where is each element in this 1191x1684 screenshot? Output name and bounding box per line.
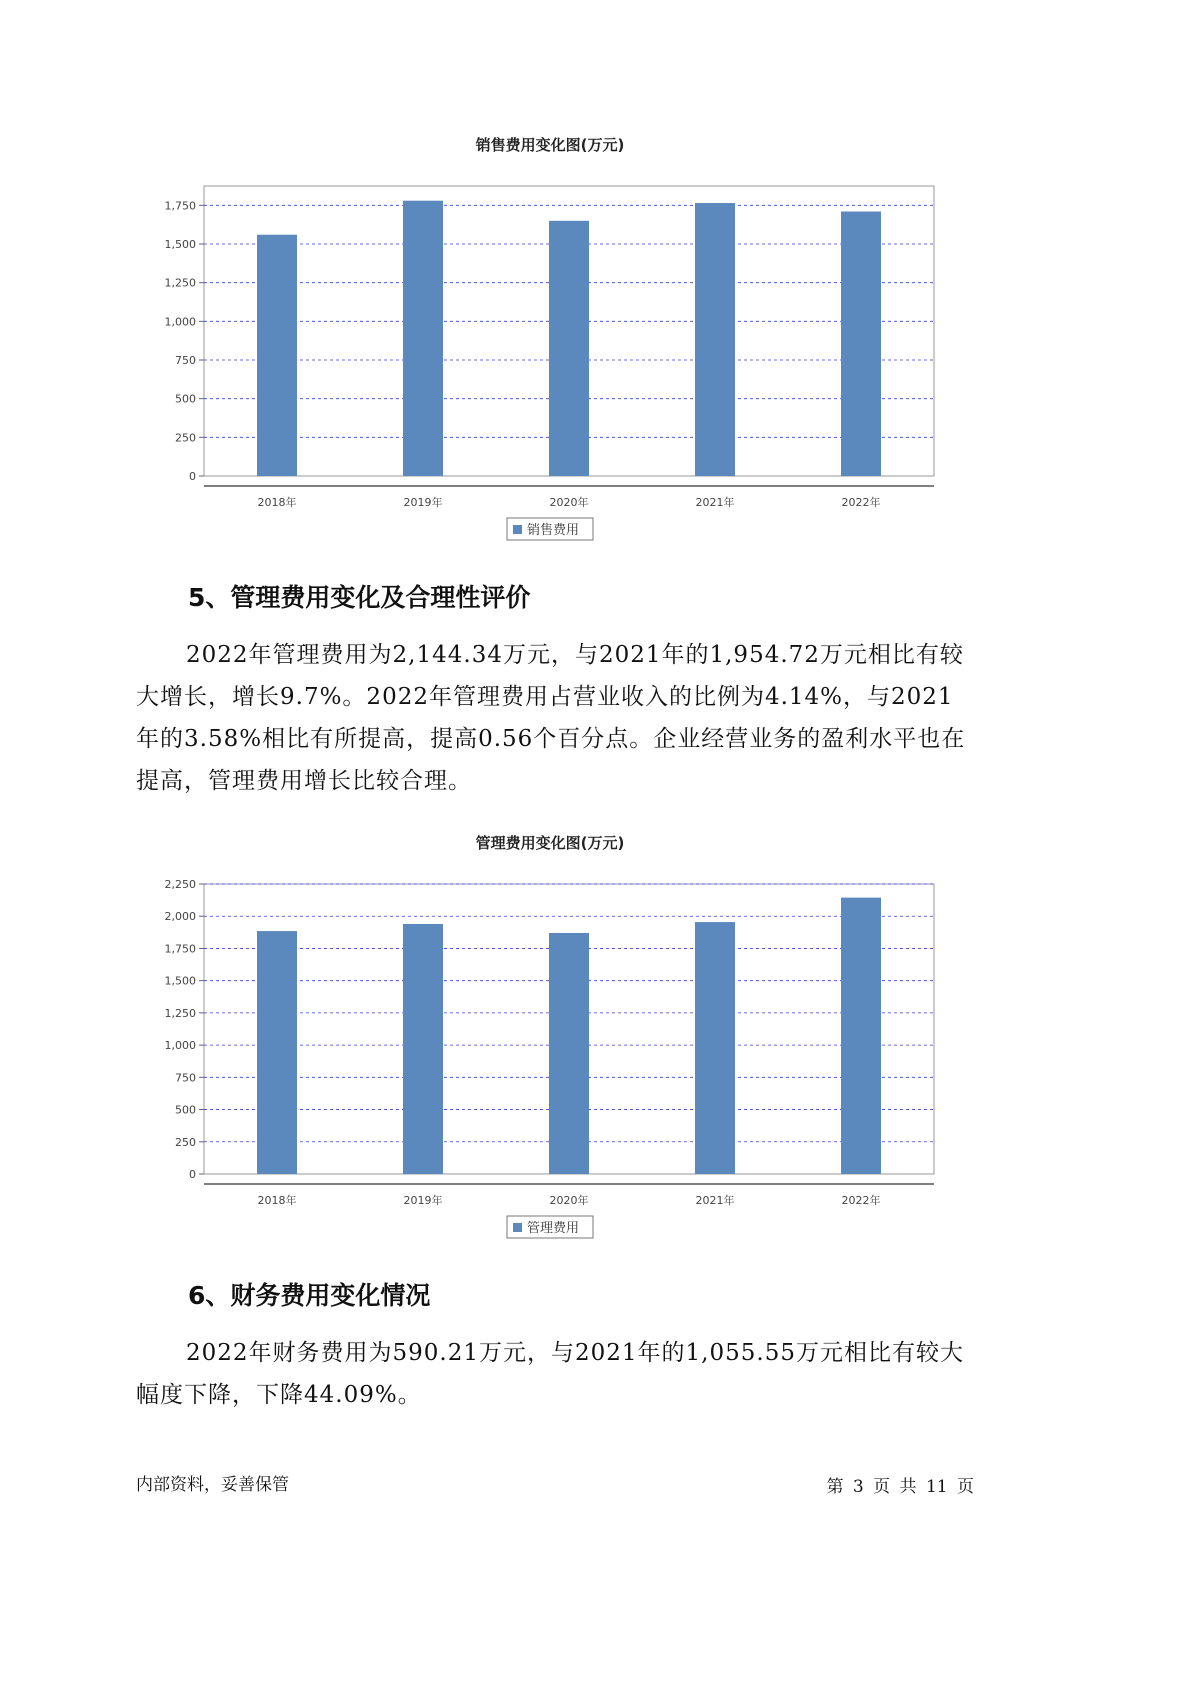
y-tick-label: 1,500 [164, 238, 196, 251]
section-6-paragraph [136, 1332, 976, 1416]
x-tick-label: 2022年 [841, 1194, 881, 1207]
y-tick-label: 750 [175, 1071, 196, 1085]
bar-1 [257, 931, 297, 1174]
section-5-heading: 5、管理费用变化及合理性评价 [188, 583, 531, 612]
y-tick-label: 1,750 [164, 199, 196, 213]
section-5-paragraph [136, 634, 976, 802]
bar-2 [403, 924, 443, 1174]
legend-label: 管理费用 [527, 1221, 580, 1236]
bar-5 [841, 898, 881, 1174]
y-tick-label: 1,000 [164, 315, 196, 329]
y-tick-label: 1,250 [164, 1006, 196, 1020]
chart-title: 管理费用变化图(万元) [475, 834, 625, 852]
section-5-text: 2022年管理费用为2,144.34万元，与2021年的1,954.72万元相比有较大增长，增长9.7%。2022年管理费用占营业收入的比例为4.14%，与2021年的3.58%相比有所提高，提高0.56个百分点。企业经营业务的盈利水平也在提高，管理费用增长比较合理。 [136, 642, 966, 794]
x-tick-label: 2019年 [403, 1194, 443, 1207]
bar-2 [403, 201, 443, 476]
y-tick-label: 1,250 [164, 276, 196, 290]
y-tick-label: 1,750 [164, 942, 196, 956]
y-tick-label: 500 [175, 392, 196, 406]
section-6-heading: 6、财务费用变化情况 [188, 1281, 431, 1310]
bar-3 [549, 933, 589, 1174]
y-tick-label: 250 [175, 431, 196, 445]
x-tick-label: 2018年 [257, 1194, 297, 1207]
legend-swatch [513, 525, 522, 534]
sales-expense-chart [150, 128, 950, 548]
x-tick-label: 2018年 [257, 496, 297, 509]
legend-swatch [513, 1223, 522, 1232]
chart-title: 销售费用变化图(万元) [475, 136, 625, 154]
sales-expense-chart-svg [150, 128, 950, 548]
admin-expense-chart-svg [150, 826, 950, 1246]
x-tick-label: 2020年 [549, 1194, 589, 1207]
x-tick-label: 2022年 [841, 496, 881, 509]
y-tick-label: 500 [175, 1103, 196, 1117]
admin-expense-chart [150, 826, 950, 1246]
x-tick-label: 2021年 [695, 496, 735, 509]
legend-label: 销售费用 [527, 523, 580, 538]
x-tick-label: 2020年 [549, 496, 589, 509]
bar-4 [695, 922, 735, 1174]
bar-1 [257, 235, 297, 476]
bar-4 [695, 203, 735, 476]
y-tick-label: 1,000 [164, 1039, 196, 1053]
footer-page-number: 第 3 页 共 11 页 [826, 1477, 974, 1497]
y-tick-label: 750 [175, 354, 196, 367]
y-tick-label: 0 [189, 1168, 196, 1181]
footer-confidential-note: 内部资料，妥善保管 [136, 1475, 289, 1495]
bar-5 [841, 212, 881, 476]
y-tick-label: 2,250 [164, 878, 196, 891]
bar-3 [549, 221, 589, 476]
x-tick-label: 2021年 [695, 1194, 735, 1207]
x-tick-label: 2019年 [403, 496, 443, 509]
y-tick-label: 2,000 [164, 910, 196, 924]
y-tick-label: 1,500 [164, 974, 196, 988]
y-tick-label: 0 [189, 470, 196, 483]
y-tick-label: 250 [175, 1135, 196, 1149]
section-6-text: 2022年财务费用为590.21万元，与2021年的1,055.55万元相比有较大幅度下降，下降44.09%。 [136, 1340, 964, 1408]
